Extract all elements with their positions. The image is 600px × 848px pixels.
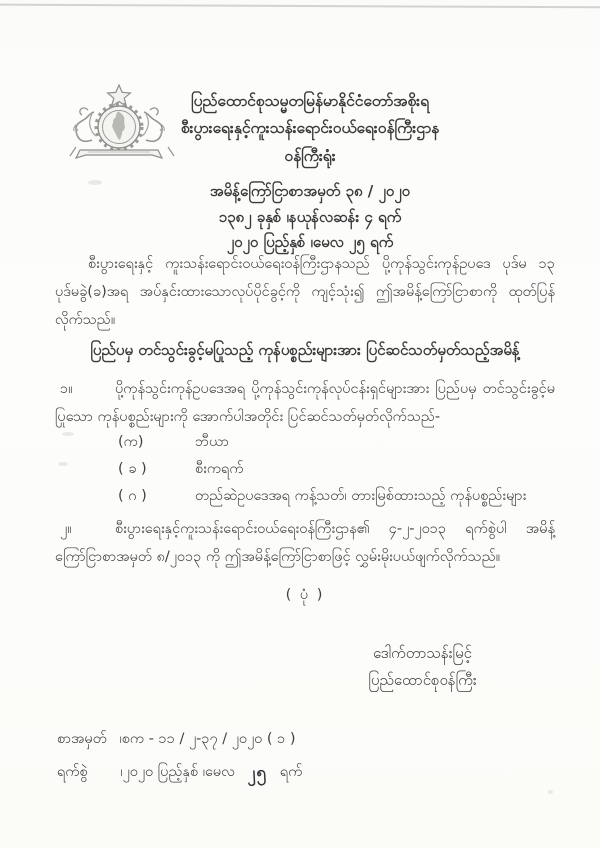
section-2	[55, 515, 555, 571]
notification-number-text: အမိန့်ကြော်ငြာစာအမှတ် ၃၈ / ၂၀၂၀	[209, 182, 411, 200]
myanmar-era-date-text: ၁၃၈၂ ခုနှစ် ၊နယုန်လဆန်း ၄ ရက်	[218, 208, 402, 226]
date-value-prefix: ၊၂၀၂၀ ပြည့်နှစ် ၊မေလ	[120, 764, 235, 780]
section-1-text: ပို့ကုန်သွင်းကုန်ဥပဒေအရ ပို့ကုန်သွင်းကုန်လုပ်ငန်းရှင်များအား ပြည်ပမှ တင်သွင်းခွင့်မပြုသော ကုန်ပစ္စည်းများကို အောက်ပါအတိုင်း ပြင်ဆင်သတ်မှတ်လိုက်သည်-	[55, 381, 555, 425]
list-item-label: ( ခ )	[118, 461, 147, 477]
list-item-text: တည်ဆဲဥပဒေအရ ကန့်သတ်၊ တားမြစ်ထားသည့် ကုန်ပစ္စည်းများ	[195, 488, 527, 504]
date-label: ရက်စွဲ	[57, 764, 88, 780]
scan-smudge	[88, 180, 102, 185]
section-2-number: ၂။	[60, 521, 72, 537]
scan-smudge	[62, 432, 74, 436]
section-2-text: စီးပွားရေးနှင့်ကူးသန်းရောင်းဝယ်ရေးဝန်ကြီးဌာန၏ ၄-၂-၂၀၁၃ ရက်စွဲပါ အမိန့်ကြော်ငြာစာအမှတ် ၈/၂၀၁၃ ကို ဤအမိန့်ကြော်ငြာစာဖြင့် လွှမ်းမိုးပယ်ဖျက်လိုက်သည်။	[55, 521, 555, 565]
myanmar-era-date	[110, 204, 510, 230]
scan-smudge	[58, 462, 68, 466]
notification-number	[110, 178, 510, 204]
list-item	[118, 430, 558, 457]
scan-smudge	[548, 790, 553, 794]
date-value-suffix: ရက်	[279, 764, 303, 780]
signatory-name: ဒေါက်တာသန်းမြင့်	[373, 644, 472, 662]
signed-mark: ( ပုံ )	[285, 587, 325, 603]
list-item-label: ( ဂ )	[118, 488, 147, 504]
section-1	[55, 375, 555, 431]
signature-block	[330, 640, 515, 694]
letter-number-value: ၊စက - ၁၁ / ၂-၃၇ / ၂၀၂၀ ( ၁ )	[119, 731, 296, 747]
footer-letter-number	[57, 730, 537, 751]
scan-artifact-line	[0, 4, 600, 9]
preamble-paragraph: စီးပွားရေးနှင့် ကူးသန်းရောင်းဝယ်ရေးဝန်ကြီးဌာနသည် ပို့ကုန်သွင်းကုန်ဥပဒေ ပုဒ်မ ၁၃ ပုဒ်မခွဲ(ခ)အရ အပ်နှင်းထားသောလုပ်ပိုင်ခွင့်ကို ကျင့်သုံး၍ ဤအမိန့်ကြော်ငြာစာကို ထုတ်ပြန်လိုက်သည်။	[55, 256, 555, 328]
header-office	[110, 143, 510, 170]
header-government	[110, 88, 510, 115]
list-item	[118, 484, 558, 511]
signatory-title: ပြည်ထောင်စုဝန်ကြီး	[368, 671, 477, 689]
list-item-label: (က)	[118, 434, 144, 450]
list-item-text: စီးကရက်	[195, 461, 244, 477]
header-ministry-text: စီးပွားရေးနှင့်ကူးသန်းရောင်းဝယ်ရေးဝန်ကြီးဌာန	[180, 119, 440, 137]
header-office-text: ဝန်ကြီးရုံး	[284, 147, 336, 165]
header-ministry	[110, 115, 510, 142]
gregorian-date-text: ၂၀၂၀ ပြည့်နှစ် ၊မေလ ၂၅ ရက်	[226, 233, 394, 251]
header-government-text: ပြည်ထောင်စုသမ္မတမြန်မာနိုင်ငံတော်အစိုးရ	[190, 92, 430, 110]
list-item-text: ဘီယာ	[195, 434, 229, 450]
handwritten-day: ၂၅	[246, 762, 268, 784]
list-item	[118, 457, 558, 484]
order-title: ပြည်ပမှ တင်သွင်းခွင့်မပြုသည့် ကုန်ပစ္စည်းများအား ပြင်ဆင်သတ်မှတ်သည့်အမိန့်	[90, 341, 520, 359]
restricted-items-list	[118, 430, 558, 511]
footer-date	[57, 760, 537, 785]
section-1-number: ၁။	[60, 381, 73, 397]
letter-number-label: စာအမှတ်	[57, 731, 107, 747]
